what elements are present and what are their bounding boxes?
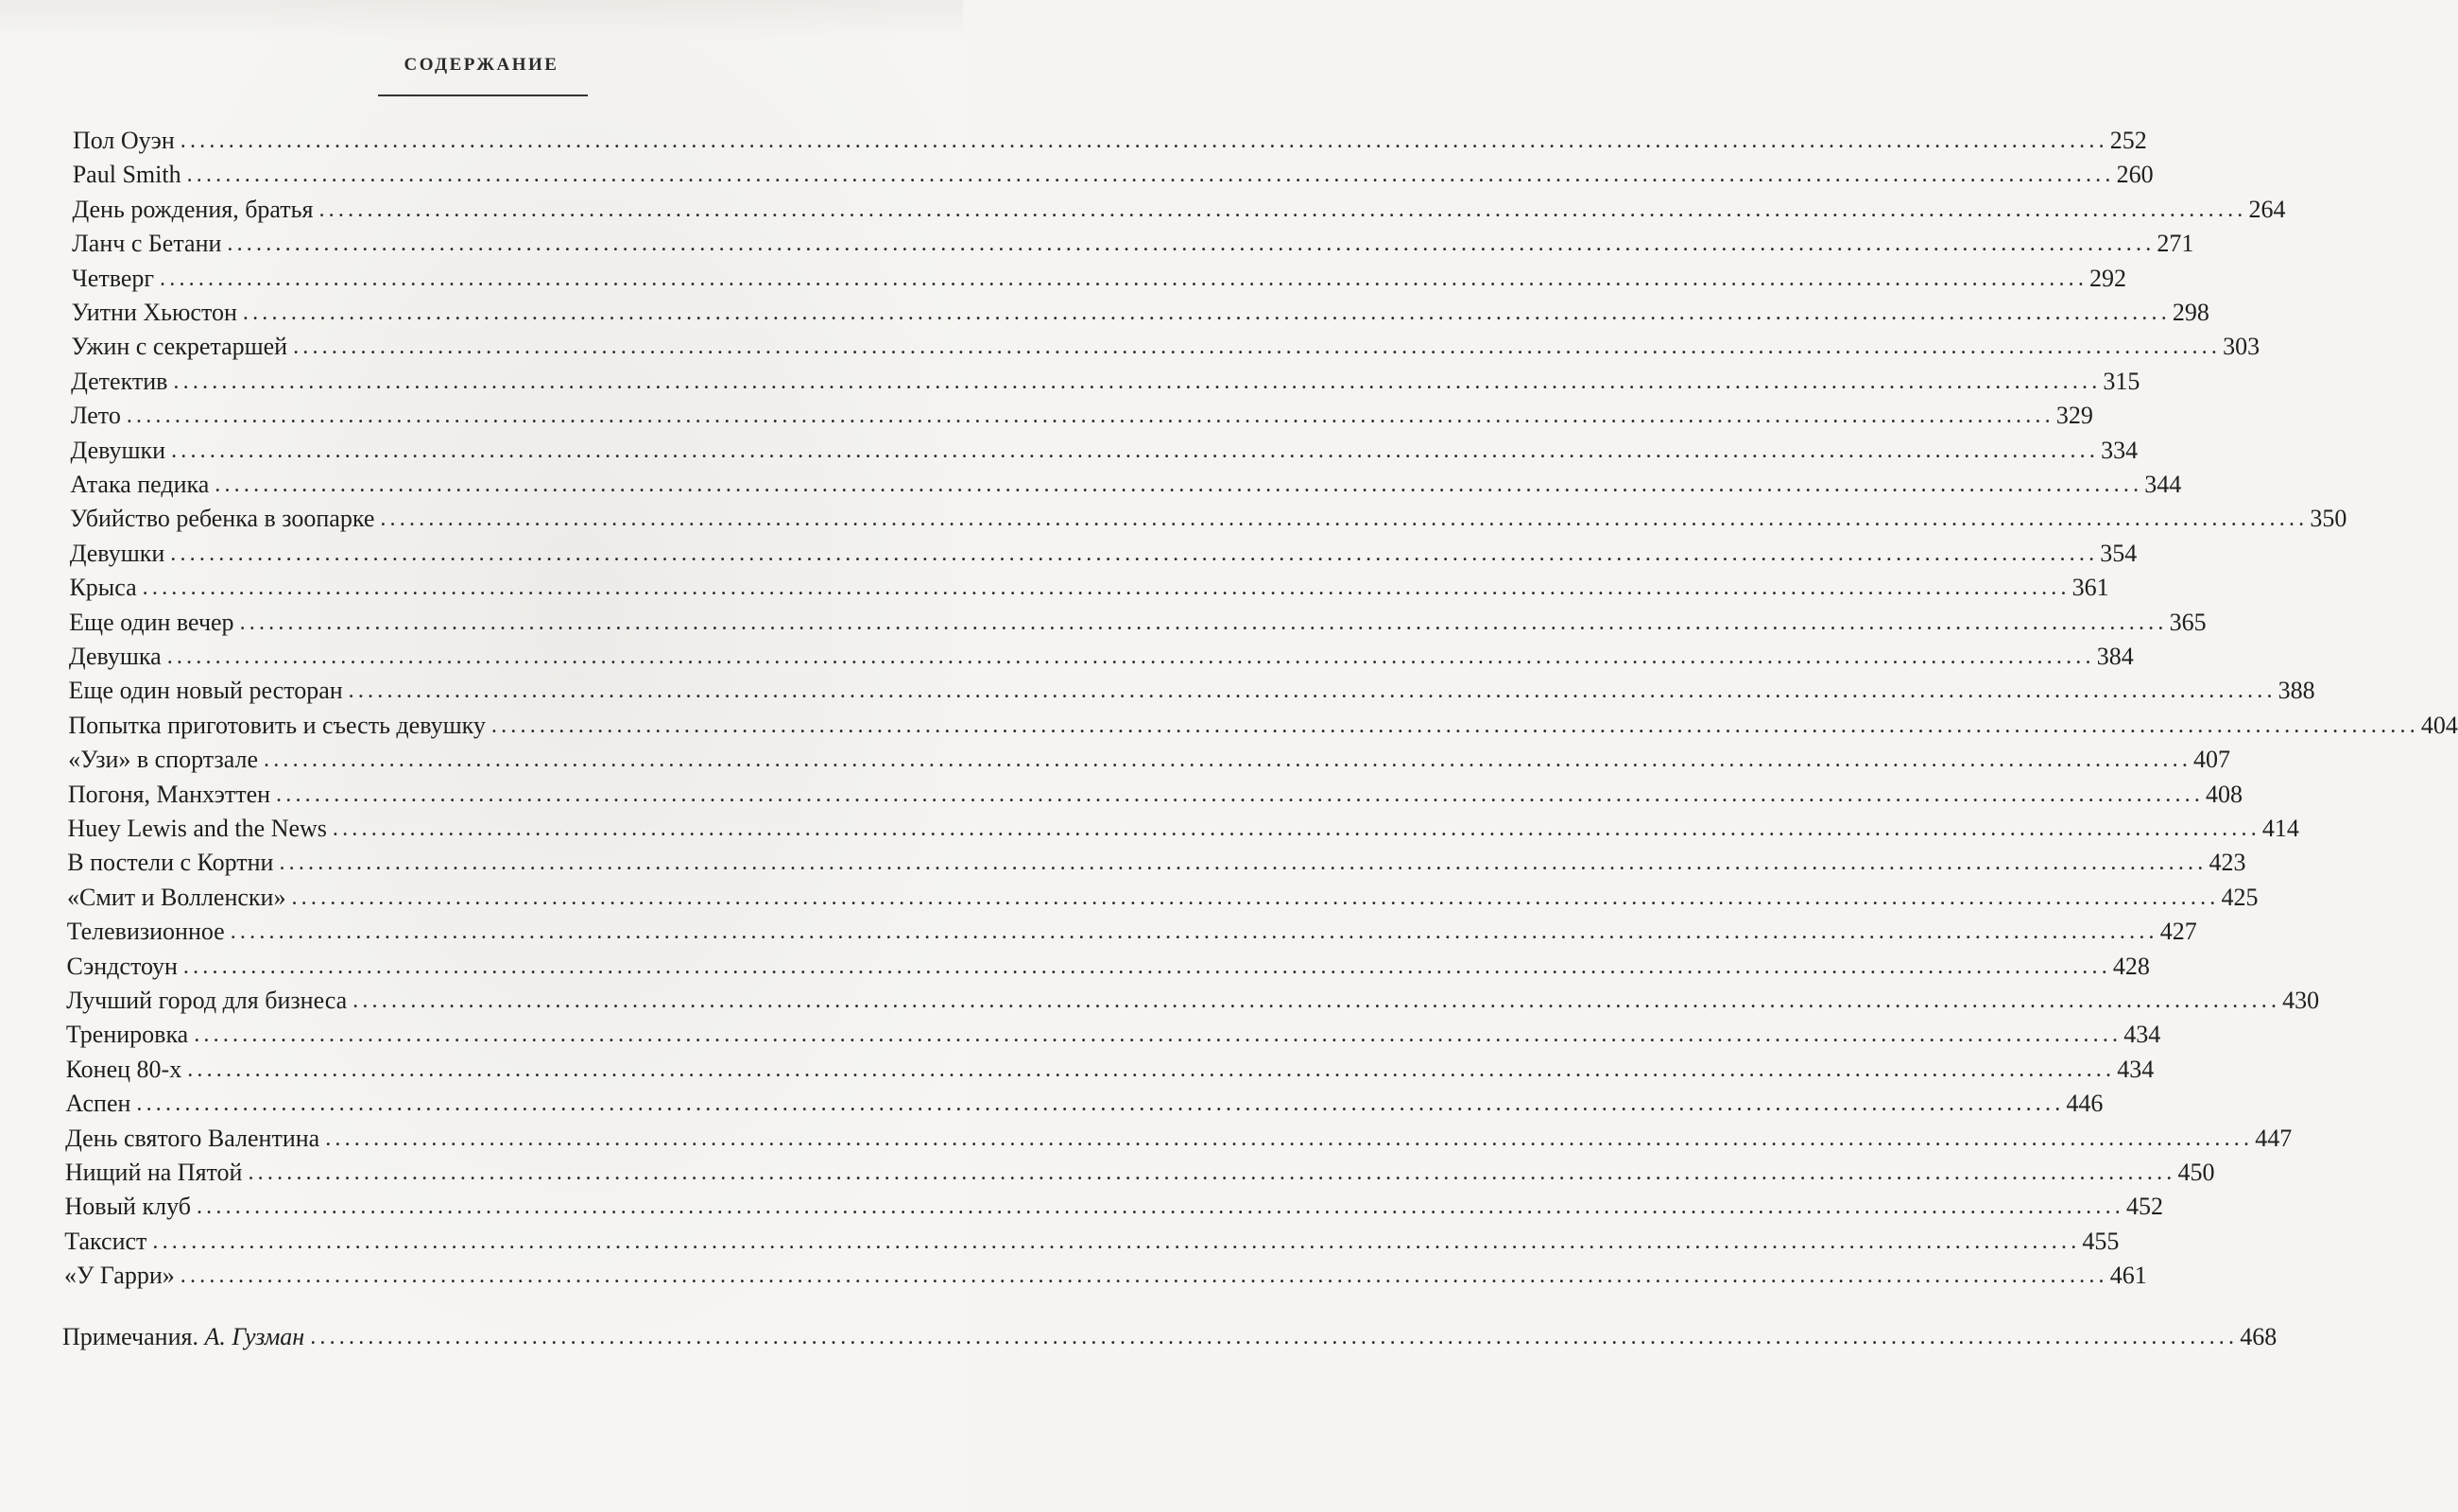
entry-page-number: 427 bbox=[2159, 918, 2197, 946]
entry-page-number: 434 bbox=[2117, 1055, 2155, 1083]
dot-leader: ........................................................................................................................................................................................................ bbox=[152, 1228, 2081, 1254]
entry-title bbox=[62, 1323, 310, 1351]
entry-title: Лето bbox=[70, 402, 121, 430]
entry-page-number: 407 bbox=[2193, 746, 2231, 774]
entry-page-number: 408 bbox=[2206, 780, 2243, 808]
dot-leader: ........................................................................................................................................................................................................ bbox=[291, 885, 2220, 910]
toc-entry bbox=[69, 570, 2109, 602]
entry-page-number: 434 bbox=[2123, 1021, 2161, 1049]
entry-page-number: 447 bbox=[2255, 1124, 2293, 1152]
dot-leader: ........................................................................................................................................................................................................ bbox=[332, 816, 2260, 841]
entry-page-number: 468 bbox=[2240, 1323, 2278, 1351]
entry-title: «Узи» в спортзале bbox=[68, 746, 259, 774]
entry-title: Девушка bbox=[68, 643, 162, 670]
dot-leader: ........................................................................................................................................................................................................ bbox=[171, 438, 2100, 463]
dot-leader: ........................................................................................................................................................................................................ bbox=[186, 163, 2115, 188]
toc-entry bbox=[68, 742, 2231, 774]
dot-leader: ........................................................................................................................................................................................................ bbox=[227, 232, 2156, 257]
entry-page-number: 388 bbox=[2278, 677, 2315, 705]
entry-page-number: 361 bbox=[2071, 574, 2109, 602]
dot-leader: ........................................................................................................................................................................................................ bbox=[242, 301, 2171, 325]
toc-entry bbox=[67, 880, 2259, 912]
dot-leader: ........................................................................................................................................................................................................ bbox=[142, 576, 2071, 601]
entry-page-number: 315 bbox=[2103, 367, 2140, 395]
dot-leader: ........................................................................................................................................................................................................ bbox=[293, 335, 2222, 360]
entry-title: Девушки bbox=[70, 436, 166, 464]
entry-page-number: 425 bbox=[2221, 883, 2259, 911]
toc-entry bbox=[65, 1017, 2161, 1049]
entry-title: Телевизионное bbox=[66, 918, 225, 946]
entry-title: Девушки bbox=[69, 539, 165, 567]
toc-entry bbox=[72, 192, 2286, 224]
entry-title: День святого Валентина bbox=[65, 1124, 320, 1152]
entry-title: Тренировка bbox=[65, 1021, 189, 1049]
dot-leader: ........................................................................................................................................................................................................ bbox=[215, 472, 2143, 497]
toc-entry bbox=[69, 605, 2207, 637]
entry-title: Конец 80-х bbox=[65, 1055, 182, 1083]
entry-page-number: 404 bbox=[2420, 711, 2458, 739]
toc-entry bbox=[67, 811, 2299, 843]
dot-leader: ........................................................................................................................................................................................................ bbox=[248, 1160, 2176, 1185]
entry-title: Еще один новый ресторан bbox=[68, 677, 343, 705]
dot-leader: ........................................................................................................................................................................................................ bbox=[348, 679, 2277, 704]
entry-page-number: 252 bbox=[2109, 127, 2147, 154]
entry-page-number: 428 bbox=[2112, 952, 2150, 980]
dot-leader: ........................................................................................................................................................................................................ bbox=[279, 850, 2208, 876]
entry-page-number: 423 bbox=[2209, 849, 2246, 877]
entry-page-number: 329 bbox=[2055, 402, 2093, 430]
toc-entry bbox=[66, 914, 2197, 946]
dot-leader: ........................................................................................................................................................................................................ bbox=[126, 404, 2054, 429]
entry-title: Крыса bbox=[69, 574, 137, 602]
dot-leader: ........................................................................................................................................................................................................ bbox=[276, 782, 2205, 807]
entry-page-number: 292 bbox=[2089, 264, 2127, 292]
entry-title: Huey Lewis and the News bbox=[67, 815, 327, 842]
toc-entry bbox=[65, 1121, 2293, 1153]
dot-leader: ........................................................................................................................................................................................................ bbox=[196, 1194, 2124, 1220]
entry-title: Четверг bbox=[71, 264, 155, 292]
entry-page-number: 354 bbox=[2100, 539, 2138, 567]
dot-leader: ........................................................................................................................................................................................................ bbox=[352, 988, 2281, 1013]
toc-entry bbox=[65, 1086, 2104, 1118]
toc-entry bbox=[70, 467, 2182, 499]
dot-leader: ........................................................................................................................................................................................................ bbox=[180, 1263, 2108, 1289]
dot-leader: ........................................................................................................................................................................................................ bbox=[318, 197, 2247, 222]
entry-title: Погоня, Манхэттен bbox=[67, 780, 271, 808]
toc-entry bbox=[64, 1224, 2120, 1256]
entry-page-number: 446 bbox=[2066, 1090, 2104, 1118]
toc-entry bbox=[72, 226, 2194, 258]
toc-entry bbox=[69, 536, 2138, 568]
entry-page-number: 461 bbox=[2109, 1262, 2147, 1290]
entry-title: Таксист bbox=[64, 1227, 147, 1255]
title-underline bbox=[378, 94, 588, 96]
entry-title: Paul Smith bbox=[72, 161, 181, 189]
dot-leader: ........................................................................................................................................................................................................ bbox=[173, 369, 2102, 394]
toc-entry bbox=[70, 433, 2139, 465]
dot-leader: ........................................................................................................................................................................................................ bbox=[264, 747, 2192, 773]
entry-page-number: 350 bbox=[2310, 505, 2347, 533]
toc-entry bbox=[72, 157, 2154, 189]
dot-leader: ........................................................................................................................................................................................................ bbox=[239, 610, 2168, 635]
toc-entry bbox=[64, 1155, 2215, 1187]
entry-title: В постели с Кортни bbox=[67, 849, 274, 877]
toc-entry bbox=[66, 949, 2150, 981]
entry-title: «У Гарри» bbox=[64, 1262, 175, 1290]
entry-page-number: 452 bbox=[2125, 1193, 2163, 1221]
entry-title: Новый клуб bbox=[64, 1193, 191, 1221]
entry-title: Ужин с секретаршей bbox=[71, 333, 288, 361]
dot-leader: ........................................................................................................................................................................................................ bbox=[187, 1057, 2116, 1082]
entry-title: Ланч с Бетани bbox=[72, 230, 222, 258]
toc-entry bbox=[68, 673, 2315, 705]
toc-entry bbox=[71, 261, 2127, 293]
toc-entry bbox=[64, 1189, 2163, 1221]
toc-entry bbox=[66, 983, 2320, 1015]
dot-leader: ........................................................................................................................................................................................................ bbox=[180, 129, 2108, 153]
dot-leader: ........................................................................................................................................................................................................ bbox=[182, 954, 2111, 979]
entry-title: Пол Оуэн bbox=[73, 127, 175, 154]
dot-leader: ........................................................................................................................................................................................................ bbox=[194, 1022, 2123, 1048]
entry-page-number: 260 bbox=[2116, 161, 2154, 189]
entry-title: Еще один вечер bbox=[69, 608, 234, 636]
page-title: СОДЕРЖАНИЕ bbox=[404, 55, 559, 75]
toc-entry bbox=[71, 329, 2260, 361]
entry-title: «Смит и Волленски» bbox=[67, 883, 286, 911]
entry-title: Детектив bbox=[71, 367, 168, 395]
entry-page-number: 303 bbox=[2223, 333, 2260, 361]
entry-page-number: 264 bbox=[2248, 195, 2286, 223]
dot-leader: ........................................................................................................................................................................................................ bbox=[380, 507, 2309, 532]
dot-leader: ........................................................................................................................................................................................................ bbox=[490, 713, 2419, 738]
toc-entry bbox=[65, 1052, 2155, 1084]
dot-leader: ........................................................................................................................................................................................................ bbox=[325, 1125, 2254, 1151]
dot-leader: ........................................................................................................................................................................................................ bbox=[136, 1091, 2065, 1117]
entry-page-number: 384 bbox=[2096, 643, 2134, 670]
entry-page-number: 455 bbox=[2082, 1227, 2120, 1255]
toc-entry bbox=[67, 845, 2246, 877]
entry-page-number: 365 bbox=[2169, 608, 2207, 636]
entry-title: Уитни Хьюстон bbox=[71, 299, 237, 326]
entry-page-number: 334 bbox=[2101, 436, 2139, 464]
dot-leader: ........................................................................................................................................................................................................ bbox=[160, 266, 2088, 291]
entry-title: Аспен bbox=[65, 1090, 131, 1118]
entry-title: Попытка приготовить и съесть девушку bbox=[68, 711, 486, 739]
toc-entry bbox=[71, 295, 2209, 327]
entry-page-number: 271 bbox=[2157, 230, 2194, 258]
entry-title: Убийство ребенка в зоопарке bbox=[70, 505, 375, 533]
entry-title: Сэндстоун bbox=[66, 952, 178, 980]
entry-page-number: 450 bbox=[2177, 1159, 2215, 1186]
entry-page-number: 430 bbox=[2282, 987, 2320, 1014]
entry-title: День рождения, братья bbox=[72, 195, 314, 223]
entry-title: Нищий на Пятой bbox=[64, 1159, 243, 1186]
dot-leader: ........................................................................................................................................................................................................ bbox=[170, 541, 2099, 566]
entry-page-number: 414 bbox=[2261, 815, 2299, 842]
notes-label: Примечания. bbox=[62, 1323, 198, 1351]
dot-leader: ........................................................................................................................................................................................................ bbox=[166, 644, 2095, 669]
toc-entry bbox=[68, 708, 2458, 740]
toc-entry bbox=[70, 398, 2093, 430]
entry-title: Лучший город для бизнеса bbox=[66, 987, 348, 1014]
notes-author: А. Гузман bbox=[204, 1323, 305, 1351]
toc-entry bbox=[70, 501, 2347, 533]
toc-entry bbox=[64, 1258, 2147, 1290]
toc-entry bbox=[73, 123, 2147, 155]
toc-entry bbox=[67, 777, 2243, 809]
dot-leader: ........................................................................................................................................................................................................ bbox=[230, 919, 2158, 945]
entry-page-number: 344 bbox=[2144, 471, 2182, 498]
toc-entry bbox=[68, 639, 2134, 671]
toc-entry bbox=[71, 364, 2140, 396]
entry-title: Атака педика bbox=[70, 471, 210, 498]
entry-page-number: 298 bbox=[2172, 299, 2209, 326]
dot-leader: ........................................................................................................................................................................................................ bbox=[310, 1325, 2239, 1350]
toc-entry bbox=[62, 1319, 2278, 1351]
